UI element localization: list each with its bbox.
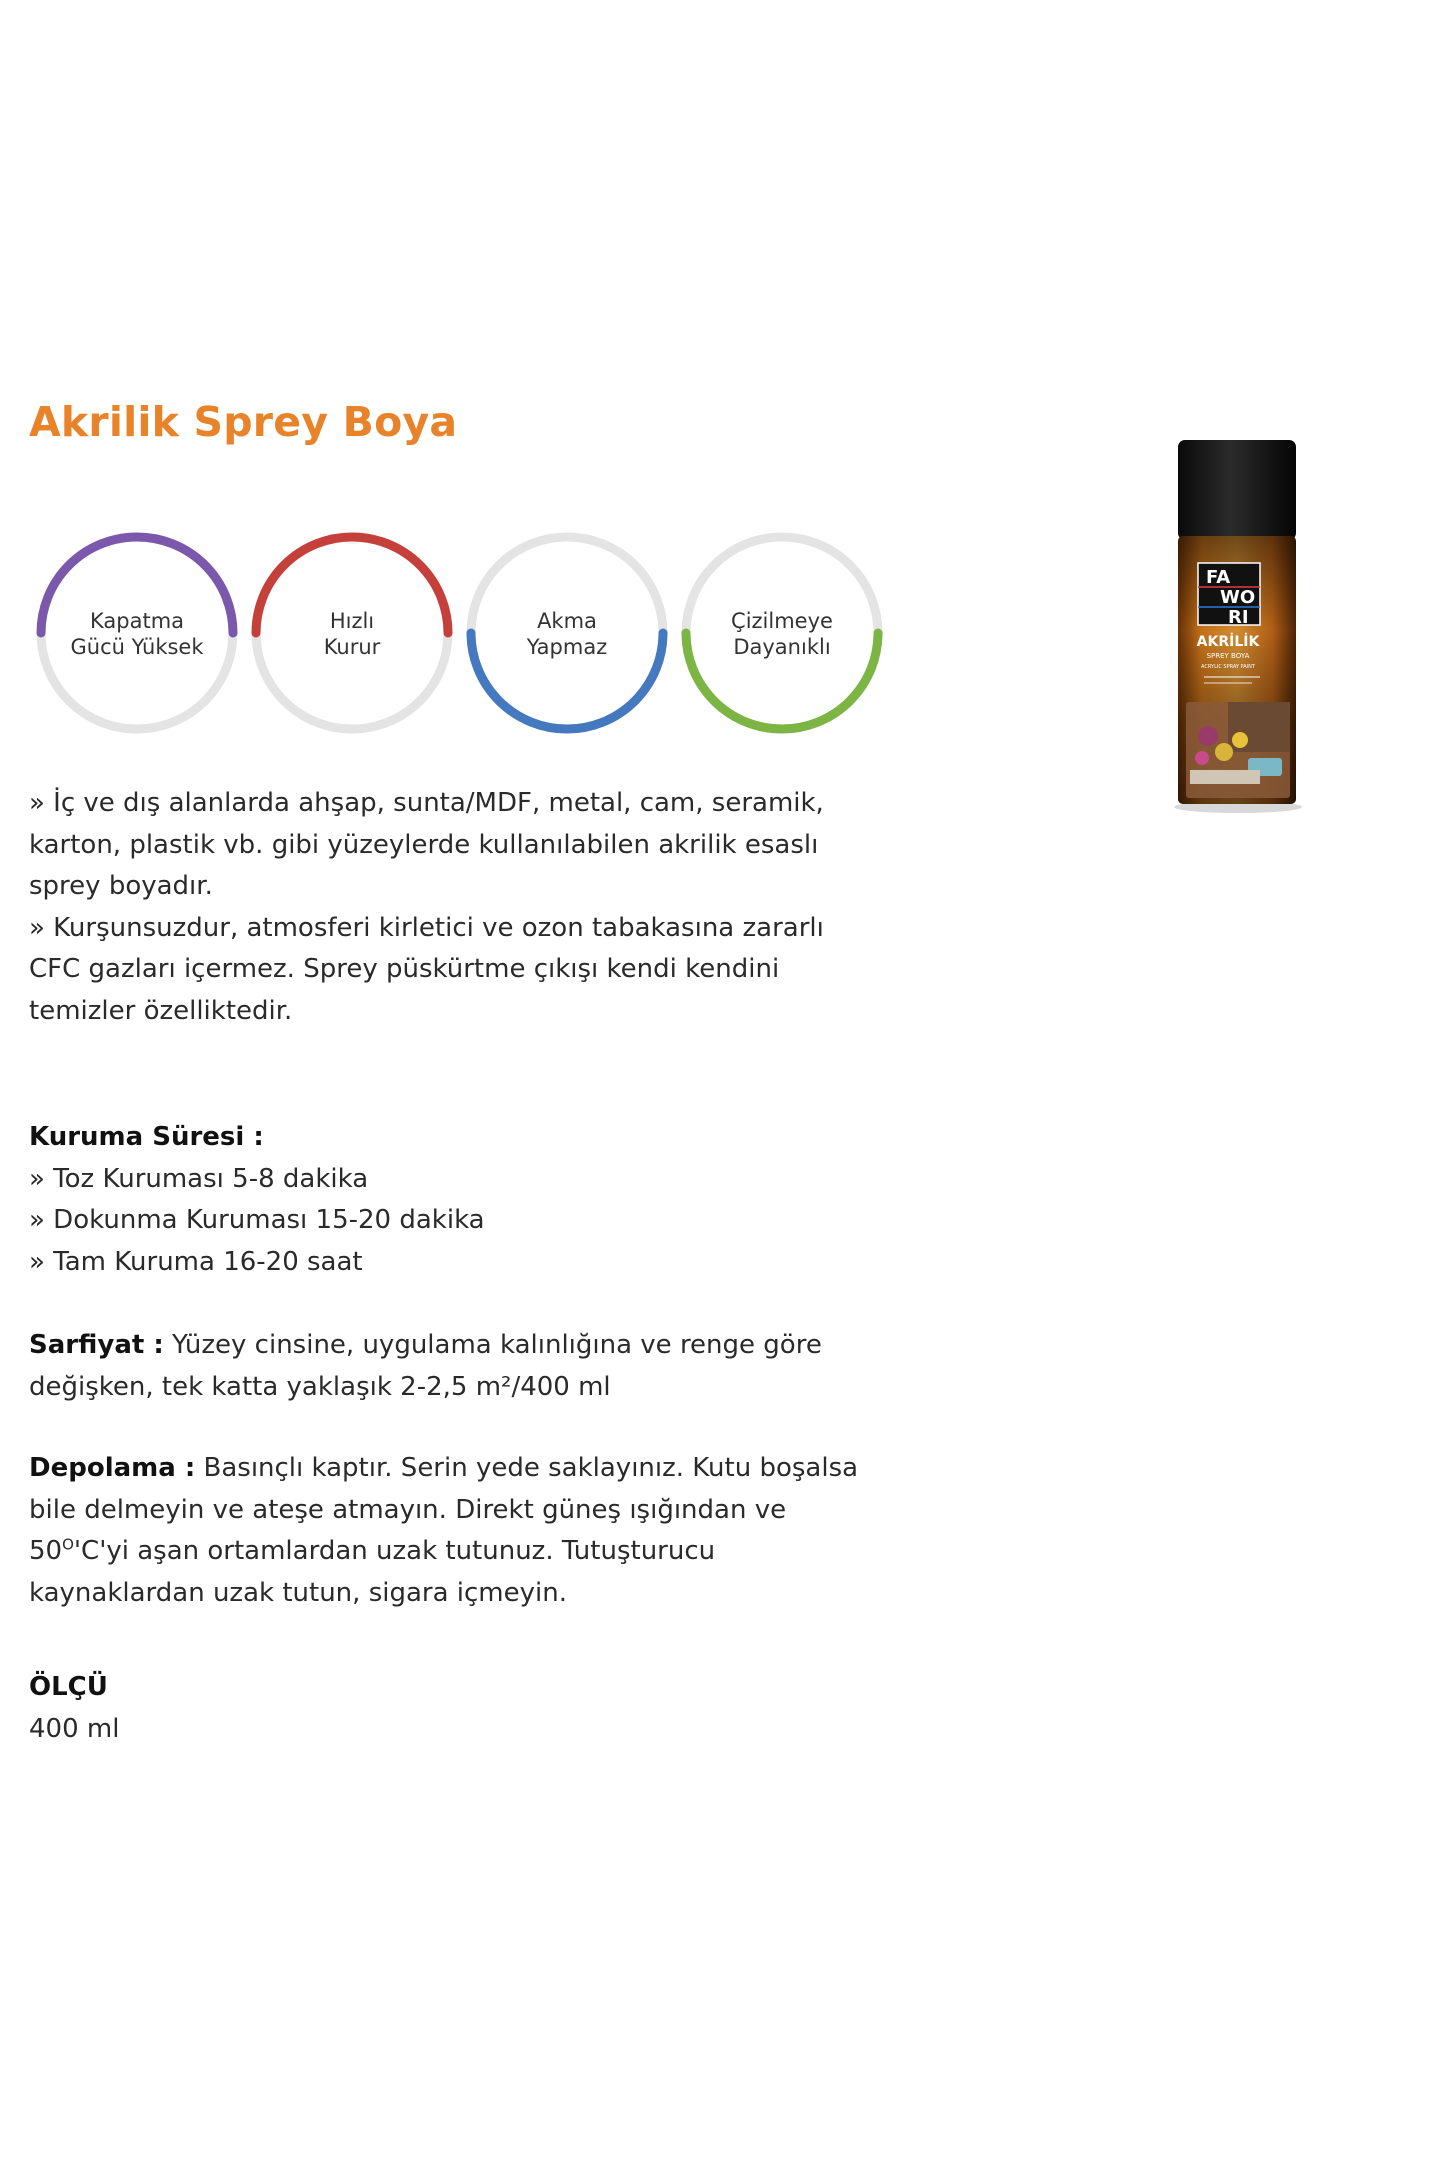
storage-label: Depolama : [29, 1453, 196, 1483]
size-heading: ÖLÇÜ [29, 1672, 108, 1702]
page-title: Akrilik Sprey Boya [29, 398, 458, 446]
description-line: CFC gazları içermez. Sprey püskürtme çıkışı kendi kendini [29, 954, 780, 984]
feature-badge-scratch-resistant [679, 530, 885, 736]
consumption-text: değişken, tek katta yaklaşık 2-2,5 m²/400 ml [29, 1371, 611, 1402]
consumption-text: Yüzey cinsine, uygulama kalınlığına ve renge göre [163, 1330, 822, 1360]
svg-text:ACRYLIC SPRAY PAINT: ACRYLIC SPRAY PAINT [1201, 664, 1255, 670]
drying-heading: Kuruma Süresi : [29, 1122, 264, 1152]
feature-badge-no-drip [464, 530, 670, 736]
size-section [29, 1667, 119, 1750]
badge-label: Çizilmeye Dayanıklı [731, 609, 833, 659]
svg-text:SPREY BOYA: SPREY BOYA [1206, 652, 1250, 660]
svg-text:WO: WO [1220, 587, 1256, 608]
drying-section [29, 1117, 485, 1283]
badge-label: Hızlı Kurur [323, 609, 381, 659]
description-line: sprey boyadır. [29, 871, 213, 901]
description-line: temizler özelliktedir. [29, 995, 293, 1026]
description-line: » İç ve dış alanlarda ahşap, sunta/MDF, metal, cam, seramik, [29, 788, 824, 818]
spray-can-image [1168, 440, 1308, 820]
storage-text: bile delmeyin ve ateşe atmayın. Direkt güneş ışığından ve [29, 1494, 787, 1525]
product-description [29, 783, 824, 1032]
feature-badge-coverage [34, 530, 240, 736]
description-line: karton, plastik vb. gibi yüzeylerde kullanılabilen akrilik esaslı [29, 829, 819, 860]
product-name: AKRİLİK [1196, 634, 1260, 650]
description-line: » Kurşunsuzdur, atmosferi kirletici ve ozon tabakasına zararlı [29, 912, 824, 943]
storage-text: Basınçlı kaptır. Serin yede saklayınız. Kutu boşalsa [195, 1453, 859, 1483]
storage-text-temperature: $50^O'C'yi$ aşan ortamlardan uzak tutunuz. Tutuşturucu [29, 1535, 716, 1566]
can-cap [1178, 440, 1296, 540]
storage-text: kaynaklardan uzak tutun, sigara içmeyin. [29, 1577, 567, 1608]
badge-label: Akma Yapmaz [526, 609, 608, 659]
size-value: 400 ml [29, 1713, 120, 1744]
svg-text:FA: FA [1206, 567, 1231, 588]
drying-item: » Tam Kuruma 16-20 saat [29, 1246, 363, 1277]
badge-label: Kapatma Gücü Yüksek [70, 609, 204, 659]
drying-item: » Dokunma Kuruması 15-20 dakika [29, 1205, 485, 1235]
storage-section [29, 1448, 858, 1614]
consumption-label: Sarfiyat : [29, 1330, 164, 1360]
drying-item: » Toz Kuruması 5-8 dakika [29, 1163, 369, 1194]
product-image [1168, 440, 1308, 820]
consumption-section [29, 1325, 822, 1408]
degree-mark: O [62, 1535, 74, 1554]
svg-text:RI: RI [1228, 607, 1249, 628]
feature-badge-fast-dry [249, 530, 455, 736]
